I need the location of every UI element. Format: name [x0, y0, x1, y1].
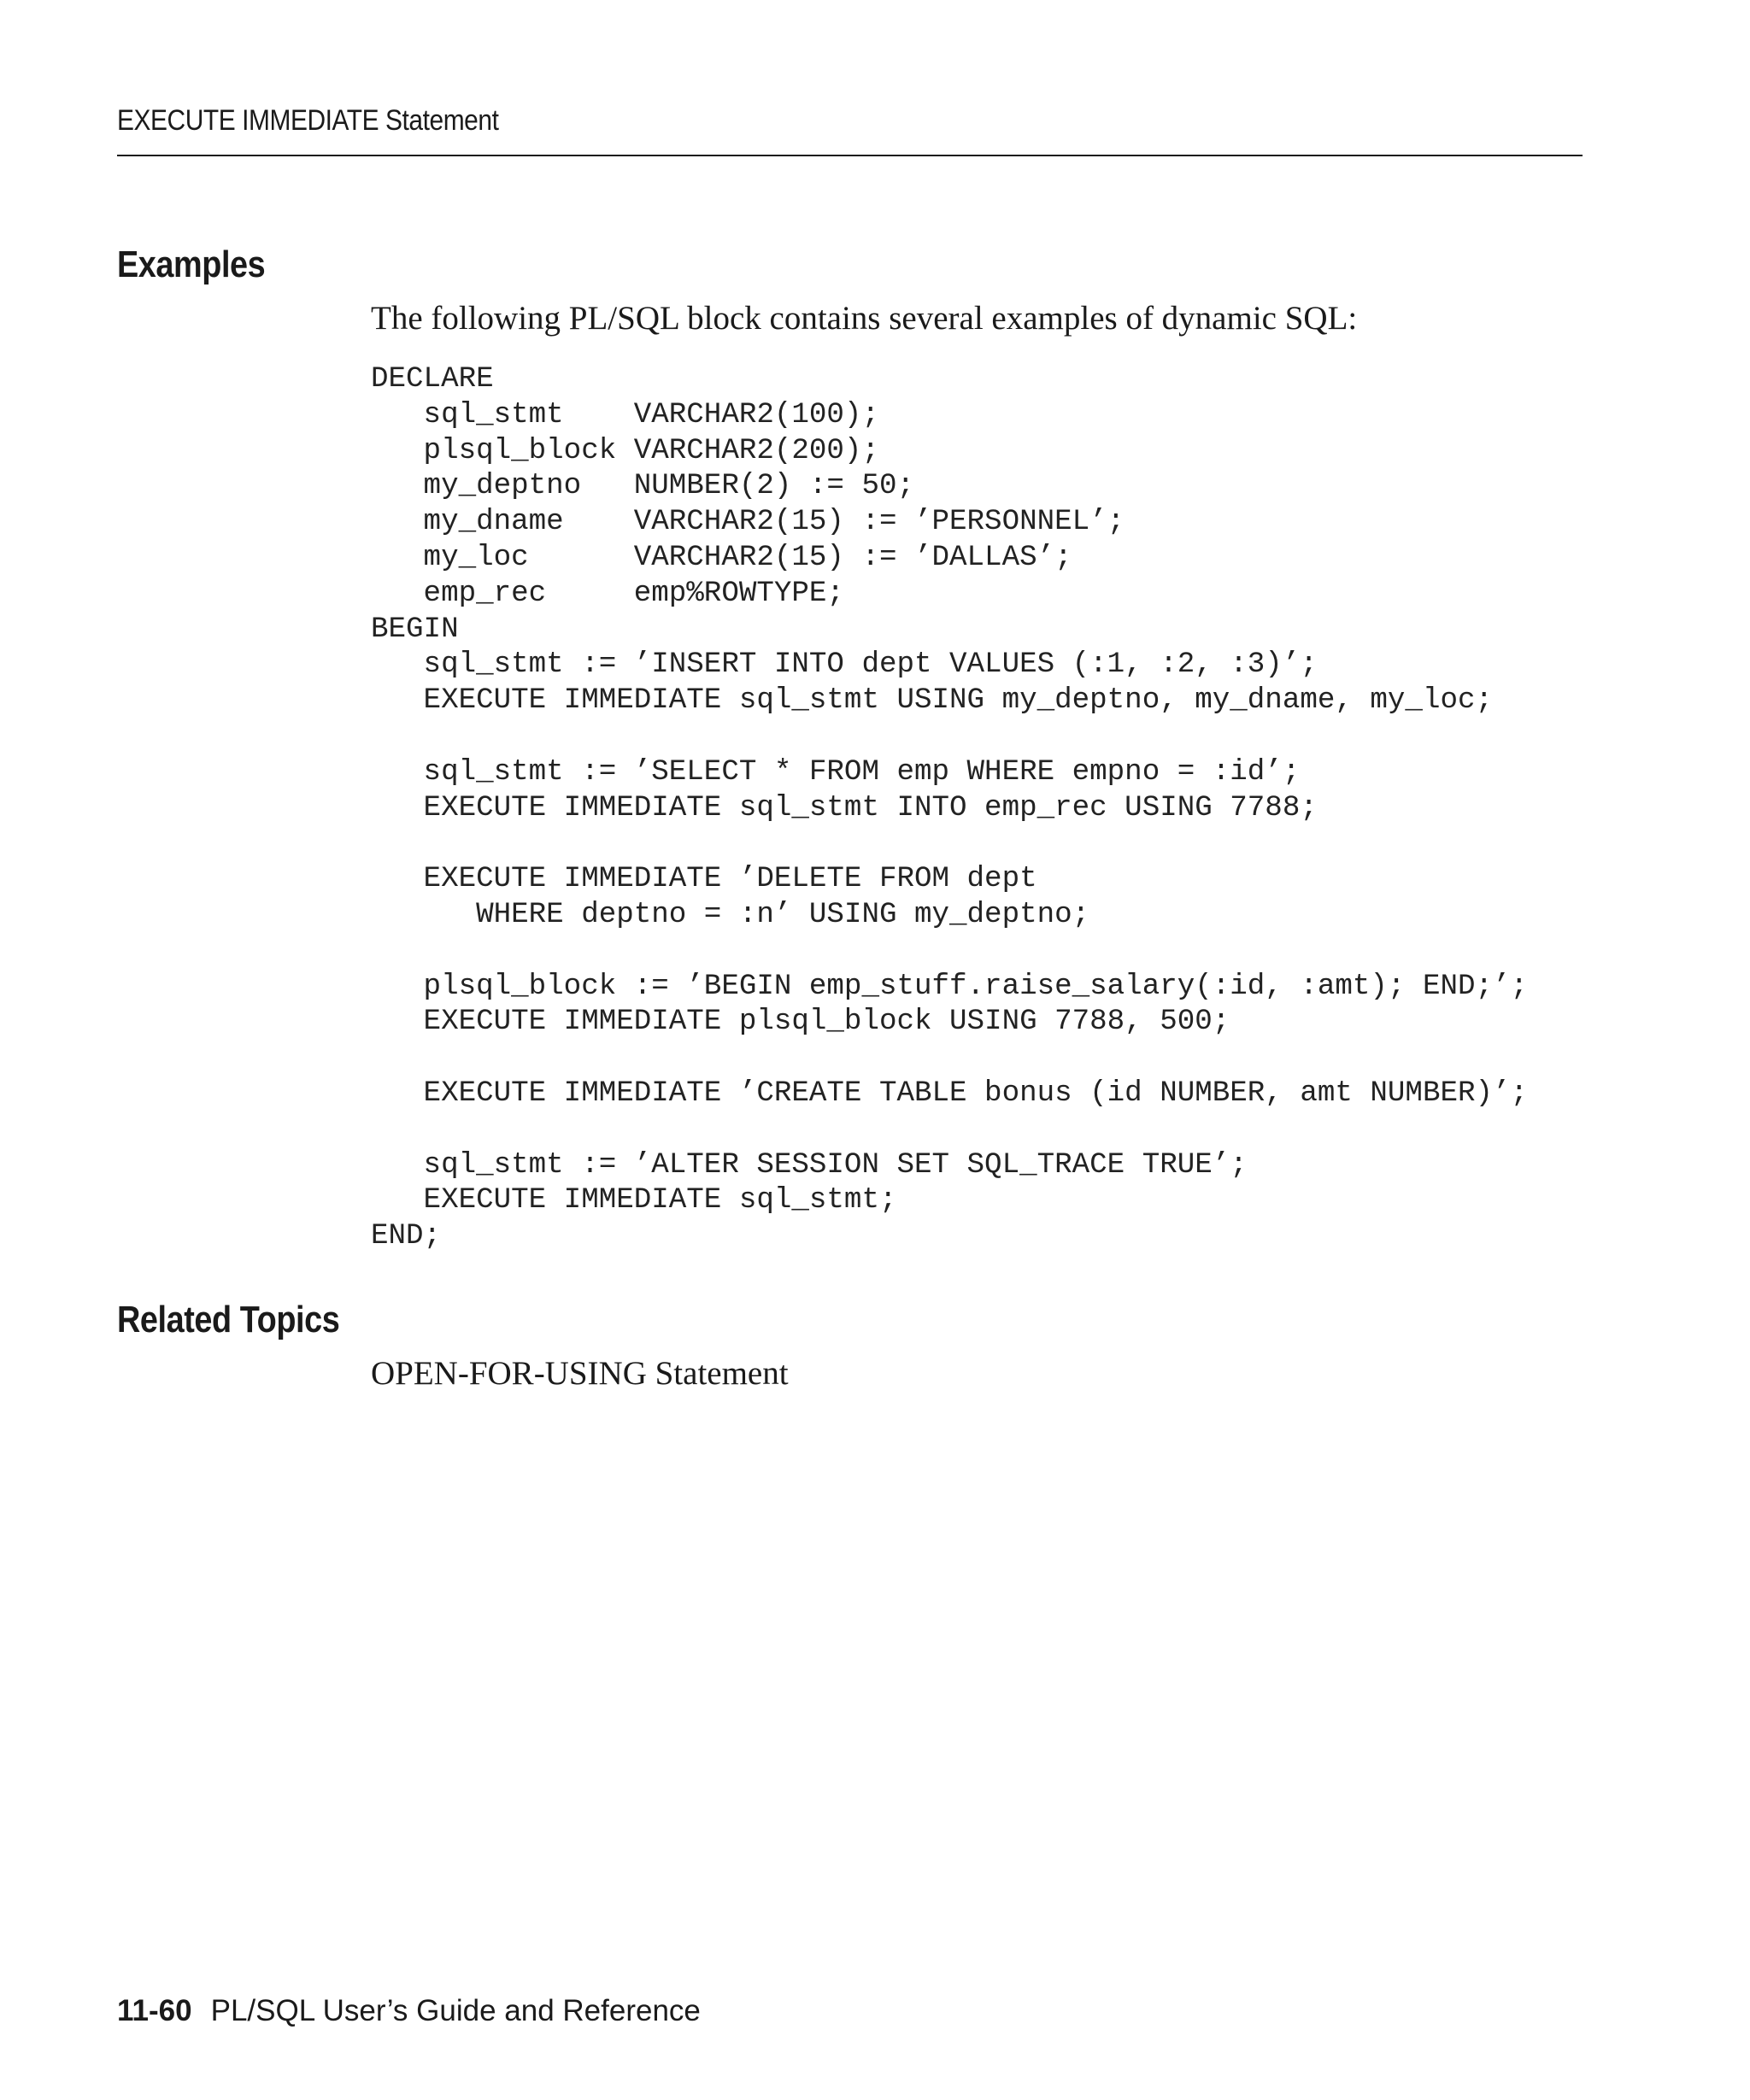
code-line: sql_stmt := ’INSERT INTO dept VALUES (:1, :2, :3)’; — [371, 648, 1318, 682]
code-line — [371, 1041, 1528, 1076]
code-line: DECLARE — [371, 363, 494, 396]
related-topics-heading: Related Topics — [117, 1299, 340, 1340]
code-line: my_deptno NUMBER(2) := 50; — [371, 470, 914, 503]
code-line: my_dname VARCHAR2(15) := ’PERSONNEL’; — [371, 506, 1125, 539]
running-header: EXECUTE IMMEDIATE Statement — [117, 104, 499, 137]
book-title: PL/SQL User’s Guide and Reference — [210, 1994, 701, 2027]
page-number: 11-60 — [117, 1994, 192, 2027]
code-line: BEGIN — [371, 613, 459, 646]
code-line: EXECUTE IMMEDIATE plsql_block USING 7788, 500; — [371, 1006, 1230, 1039]
page-footer — [117, 1994, 701, 2028]
code-line — [371, 719, 1528, 755]
code-line: emp_rec emp%ROWTYPE; — [371, 577, 844, 610]
code-line: sql_stmt := ’ALTER SESSION SET SQL_TRACE TRUE’; — [371, 1148, 1248, 1182]
code-line: END; — [371, 1220, 442, 1253]
code-line — [371, 826, 1528, 862]
code-line: EXECUTE IMMEDIATE ’CREATE TABLE bonus (id NUMBER, amt NUMBER)’; — [371, 1076, 1529, 1110]
code-line: my_loc VARCHAR2(15) := ’DALLAS’; — [371, 541, 1072, 574]
examples-intro: The following PL/SQL block contains several examples of dynamic SQL: — [371, 300, 1358, 337]
code-line: sql_stmt := ’SELECT * FROM emp WHERE empno = :id’; — [371, 755, 1301, 789]
code-line — [371, 1112, 1528, 1148]
code-line: WHERE deptno = :n’ USING my_deptno; — [371, 898, 1090, 931]
code-line: EXECUTE IMMEDIATE ’DELETE FROM dept — [371, 863, 1037, 896]
code-line: sql_stmt VARCHAR2(100); — [371, 398, 879, 431]
code-line: EXECUTE IMMEDIATE sql_stmt INTO emp_rec USING 7788; — [371, 791, 1318, 824]
code-line: plsql_block VARCHAR2(200); — [371, 434, 879, 467]
code-line: EXECUTE IMMEDIATE sql_stmt USING my_deptno, my_dname, my_loc; — [371, 684, 1494, 718]
code-block — [371, 362, 1528, 1255]
code-line: EXECUTE IMMEDIATE sql_stmt; — [371, 1184, 897, 1217]
examples-heading: Examples — [117, 243, 266, 285]
related-topic-link[interactable]: OPEN-FOR-USING Statement — [371, 1355, 789, 1392]
header-rule — [117, 155, 1583, 156]
code-line — [371, 934, 1528, 970]
code-line: plsql_block := ’BEGIN emp_stuff.raise_salary(:id, :amt); END;’; — [371, 970, 1529, 1003]
